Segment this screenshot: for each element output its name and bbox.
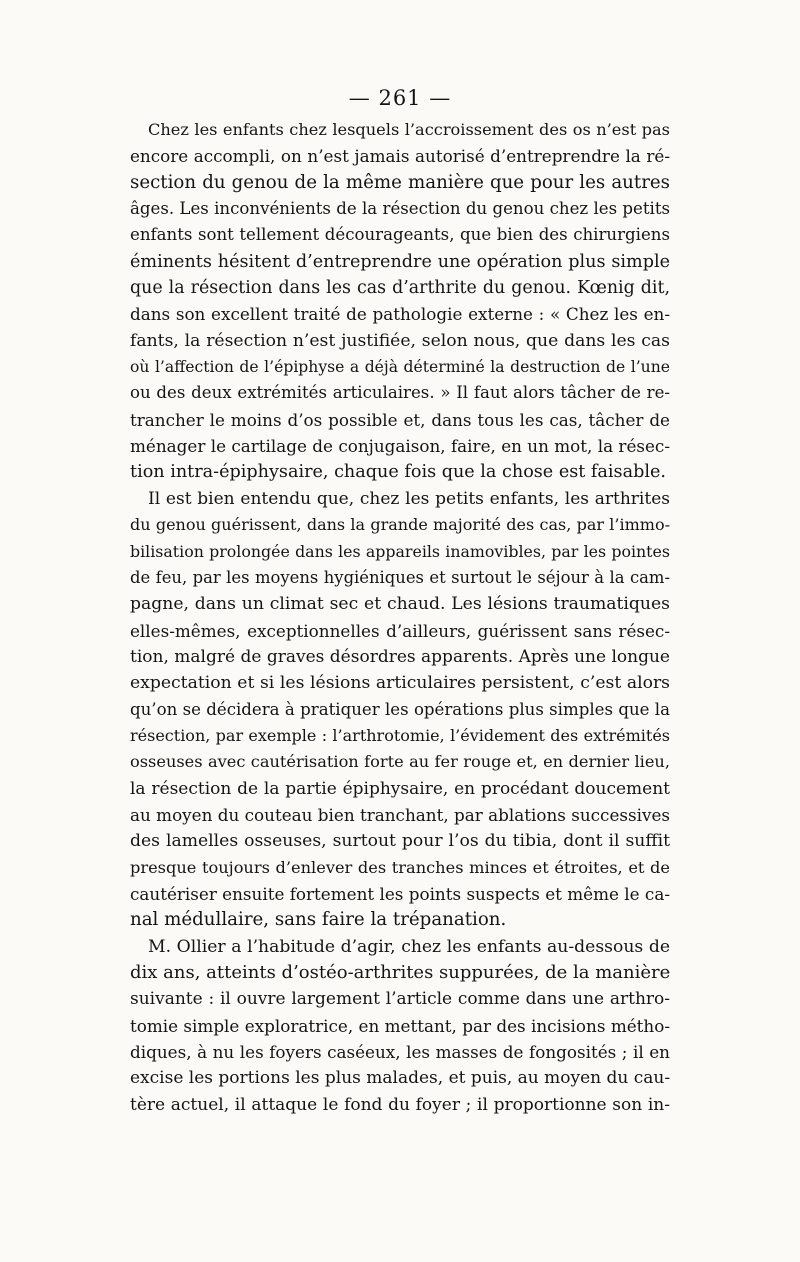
body-text bbox=[130, 117, 670, 1118]
page-number: — 261 — bbox=[348, 86, 452, 110]
text-line: dans son excellent traité de pathologie externe : « Chez les en- bbox=[130, 304, 670, 325]
text-line: section du genou de la même manière que pour les autres bbox=[130, 171, 670, 193]
text-line: que la résection dans les cas d’arthrite du genou. Kœnig dit, bbox=[130, 278, 670, 299]
text-line: ou des deux extrémités articulaires. » Il faut alors tâcher de re- bbox=[130, 383, 670, 403]
text-line: tomie simple exploratrice, en mettant, par des incisions métho- bbox=[130, 1015, 670, 1036]
text-line: qu’on se décidera à pratiquer les opérations plus simples que la bbox=[130, 699, 670, 719]
text-line: cautériser ensuite fortement les points suspects et même le ca- bbox=[130, 883, 670, 904]
text-line: trancher le moins d’os possible et, dans tous les cas, tâcher de bbox=[130, 409, 670, 430]
text-line: bilisation prolongée dans les appareils inamovibles, par les pointes bbox=[130, 541, 670, 561]
text-line: fants, la résection n’est justifiée, selon nous, que dans les cas bbox=[130, 330, 670, 351]
text-line: Chez les enfants chez lesquels l’accroissement des os n’est pas bbox=[148, 120, 670, 139]
text-line: diques, à nu les foyers caséeux, les masses de fongosités ; il en bbox=[130, 1042, 670, 1063]
text-line: résection, par exemple : l’arthrotomie, l’évidement des extrémités bbox=[130, 725, 670, 745]
text-line: des lamelles osseuses, surtout pour l’os du tibia, dont il suffit bbox=[130, 831, 670, 852]
text-line: encore accompli, on n’est jamais autorisé d’entreprendre la ré- bbox=[130, 146, 670, 167]
text-line: de feu, par les moyens hygiéniques et surtout le séjour à la cam- bbox=[130, 567, 670, 587]
text-line: dix ans, atteints d’ostéo-arthrites suppurées, de la manière bbox=[130, 962, 670, 983]
text-line: tion intra-épiphysaire, chaque fois que la chose est faisable. bbox=[130, 462, 666, 483]
text-line: tère actuel, il attaque le fond du foyer ; il proportionne son in- bbox=[130, 1094, 670, 1115]
text-line: éminents hésitent d’entreprendre une opération plus simple bbox=[130, 251, 670, 272]
text-line: au moyen du couteau bien tranchant, par ablations successives bbox=[130, 804, 670, 825]
text-line: elles-mêmes, exceptionnelles d’ailleurs, guérissent sans résec- bbox=[130, 620, 670, 641]
text-line: suivante : il ouvre largement l’article comme dans une arthro- bbox=[130, 989, 670, 1010]
text-line: enfants sont tellement décourageants, que bien des chirurgiens bbox=[130, 225, 670, 245]
text-line: excise les portions les plus malades, et puis, au moyen du cau- bbox=[130, 1068, 670, 1089]
text-line: tion, malgré de graves désordres apparents. Après une longue bbox=[130, 646, 670, 667]
text-line: âges. Les inconvénients de la résection du genou chez les petits bbox=[130, 199, 670, 219]
text-line: la résection de la partie épiphysaire, en procédant doucement bbox=[130, 778, 670, 799]
text-line: expectation et si les lésions articulaires persistent, c’est alors bbox=[130, 673, 670, 694]
text-line: pagne, dans un climat sec et chaud. Les lésions traumatiques bbox=[130, 594, 670, 615]
text-line: osseuses avec cautérisation forte au fer rouge et, en dernier lieu, bbox=[130, 752, 670, 772]
text-line: presque toujours d’enlever des tranches minces et étroites, et de bbox=[130, 857, 670, 877]
text-line: nal médullaire, sans faire la trépanation. bbox=[130, 909, 507, 931]
text-line: ménager le cartilage de conjugaison, faire, en un mot, la résec- bbox=[130, 436, 670, 457]
text-line: Il est bien entendu que, chez les petits enfants, les arthrites bbox=[148, 488, 670, 509]
text-line: du genou guérissent, dans la grande majorité des cas, par l’immo- bbox=[130, 515, 670, 535]
text-line: où l’affection de l’épiphyse a déjà déterminé la destruction de l’une bbox=[130, 358, 670, 377]
text-line: M. Ollier a l’habitude d’agir, chez les enfants au-dessous de bbox=[148, 936, 670, 957]
